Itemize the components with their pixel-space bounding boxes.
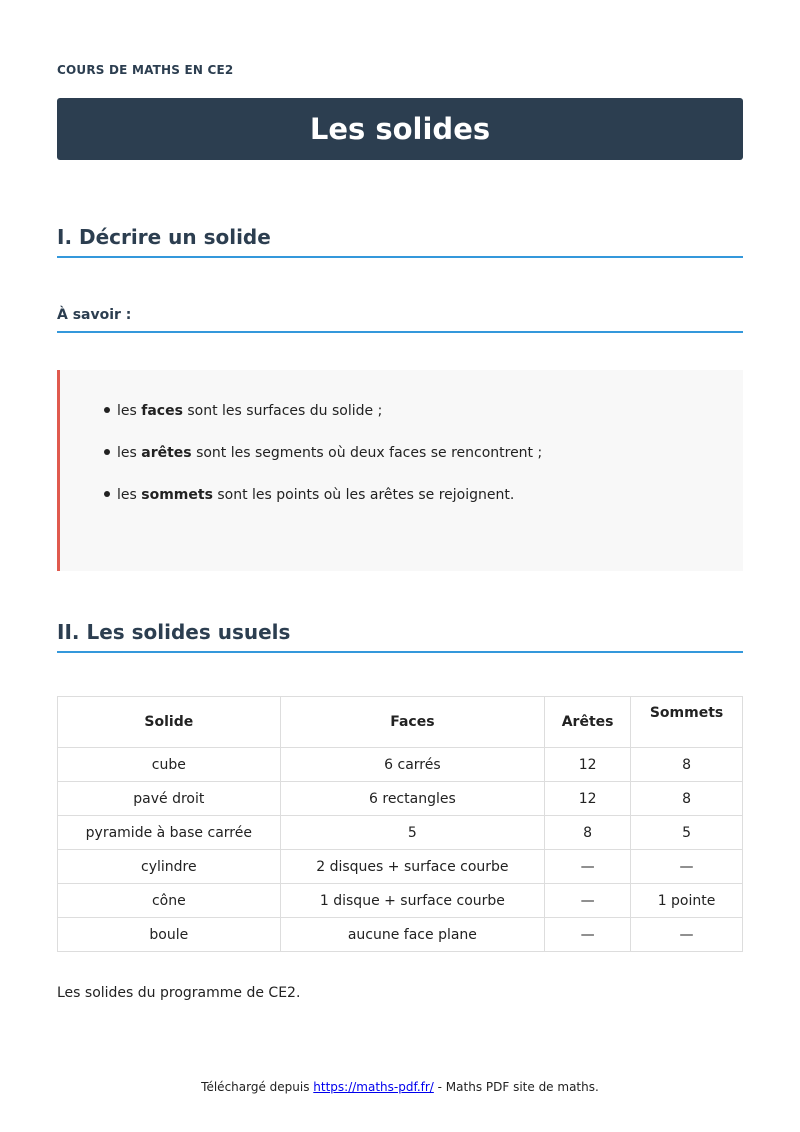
item-suffix: sont les segments où deux faces se rencontrent ; [191,445,543,461]
table-row [58,816,743,850]
cell-edges: 12 [545,748,631,782]
cell-vertices: 5 [631,816,743,850]
page-title: Les solides [309,112,491,146]
cell-vertices: — [631,918,743,952]
item-prefix: les [117,403,142,419]
cell-faces: 5 [280,816,545,850]
cell-faces: aucune face plane [280,918,545,952]
list-item [104,443,542,463]
header-faces: Faces [280,697,545,748]
site-link[interactable]: https://maths-pdf.fr/ [313,1080,434,1094]
table-row [58,884,743,918]
cell-faces: 1 disque + surface courbe [280,884,545,918]
item-suffix: sont les points où les arêtes se rejoignent. [212,487,515,503]
item-prefix: les [117,445,142,461]
table-caption: Les solides du programme de CE2. [57,985,301,1001]
table-row [58,850,743,884]
cell-vertices: 8 [631,782,743,816]
list-item [104,401,542,421]
cell-edges: 8 [545,816,631,850]
definition-box [57,370,743,571]
footer-suffix: - Maths PDF site de maths. [433,1080,599,1094]
title-banner [57,98,743,160]
header-edges: Arêtes [545,697,631,748]
table-header-row [58,697,743,748]
footer-prefix: Téléchargé depuis [201,1080,314,1094]
cell-faces: 6 rectangles [280,782,545,816]
item-term: faces [141,403,183,419]
header-vertices: Sommets [631,697,743,748]
cell-solid: pyramide à base carrée [58,816,281,850]
item-suffix: sont les surfaces du solide ; [182,403,383,419]
table-row [58,782,743,816]
cell-vertices: — [631,850,743,884]
table-row [58,748,743,782]
cell-solid: boule [58,918,281,952]
bullet-icon [104,449,110,455]
solids-table [57,696,743,952]
item-term: arêtes [141,445,192,461]
section-heading-describe: I. Décrire un solide [57,225,743,258]
cell-solid: pavé droit [58,782,281,816]
item-term: sommets [141,487,213,503]
course-label: COURS DE MATHS EN CE2 [57,63,234,77]
cell-vertices: 1 pointe [631,884,743,918]
table-row [58,918,743,952]
cell-solid: cylindre [58,850,281,884]
cell-faces: 2 disques + surface courbe [280,850,545,884]
cell-edges: — [545,884,631,918]
section-heading-usual-solids: II. Les solides usuels [57,620,743,653]
cell-edges: — [545,850,631,884]
cell-solid: cône [58,884,281,918]
cell-edges: 12 [545,782,631,816]
bullet-icon [104,407,110,413]
item-prefix: les [117,487,142,503]
cell-faces: 6 carrés [280,748,545,782]
cell-edges: — [545,918,631,952]
footer [0,1080,800,1094]
header-solid: Solide [58,697,281,748]
cell-vertices: 8 [631,748,743,782]
cell-solid: cube [58,748,281,782]
definition-list [104,401,542,527]
bullet-icon [104,491,110,497]
know-heading: À savoir : [57,307,743,333]
list-item [104,485,542,505]
